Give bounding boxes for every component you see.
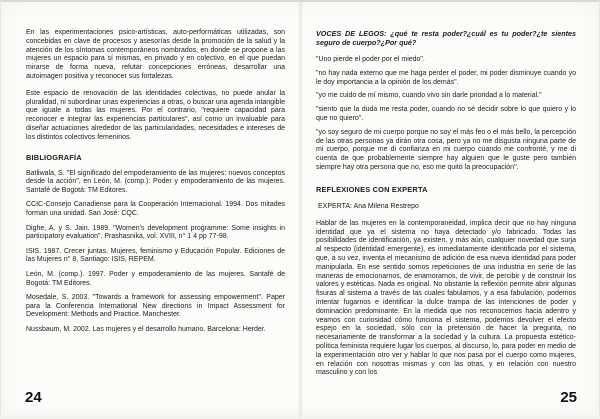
lego-quote: "no hay nada externo que me haga perder el poder, mi poder disminuye cuando yo le doy importancia a la opinión de los demás". <box>316 69 576 86</box>
page-right <box>301 2 600 419</box>
bibliography-entry: Nussbaum, M. 2002. Las mujeres y el desarrollo humano. Barcelona: Herder. <box>26 325 266 333</box>
left-paragraph-2: Este espacio de renovación de las identidades colectivas, no puede anular la pluralidad, ni subordinar unas experiencias a otras, o buscar una agenda intangible que iguale a todas las mujeres. Por el contrario, "requiere capacidad para reconocer e integrar las experiencias particulares", así como un invaluable para diseñar actuaciones alrededor de las particularidades, necesidades e intereses de los distintos colectivos femeninos. <box>26 89 285 141</box>
experta-name: EXPERTA: Ana Milena Restrepo <box>318 202 419 210</box>
bibliography-entry: ISIS. 1987. Crecer juntas. Mujeres, feminismo y Educación Popular. Ediciones de las Mujeres n° 8, Santiago: ISIS, REPEM. <box>26 247 285 264</box>
bibliography-heading: BIBLIOGRAFÍA <box>26 152 82 162</box>
lego-quote: "yo soy seguro de mi cuerpo porque no soy el más feo o el más bello, la percepción de las otras personas ya dirán otra cosa, pero ya no me disgusta ninguna parte de mi cuerpo, porque me di confianza en mi cuerpo cuando me confronté, y me di cuenta de que probablemente siempre hay alguien que le guste pero también siempre hay otra persona que no, eso me quitó la preocupación". <box>316 128 576 171</box>
reflexiones-heading: REFLEXIONES CON EXPERTA <box>316 184 428 194</box>
lego-quote: "yo me cuido de mí mismo, cuando vivo sin darle prioridad a lo material." <box>316 92 542 100</box>
bibliography-entry: Batliwala, S. "El significado del empoderamiento de las mujeres: nuevos conceptos desde la acción", en León, M. (comp.): Poder y empoderamiento de las mujeres. Santafé de Bogotá: TM Editores. <box>26 169 285 194</box>
left-paragraph-1: En las experimentaciones psico-artísticas, auto-performáticas utilizadas, son concebidas en clave de procesos y asesorías desde la promoción de la salud y la atención de los síntomas contemporáneos nombrados, en donde se propone a las mujeres un espacio para sí mismas, en privado y en colectivo, en el que puedan mirarse de forma nueva, refutar concepciones erróneas, desarrollar una autoimagen positiva y reconocer sus fortalezas. <box>26 29 285 80</box>
bibliography-entry: Mosedale, S. 2003. "Towards a framework for assessing empowerment". Paper para la Conferencia International New directions in Impact Assessment for Development: Methods and Practice. Manchester. <box>26 294 285 319</box>
lego-quote: "Uno pierde el poder por el miedo". <box>316 56 425 63</box>
page-left <box>1 2 301 419</box>
lego-quote: "siento que la duda me resta poder, cuando no sé decidir sobre lo que quiero y lo que no quiero". <box>316 106 576 122</box>
page-number-left: 24 <box>25 389 42 406</box>
experta-body-text: Hablar de las mujeres en la contemporaneidad, implica decir que no hay ninguna identidad que ya el sistema no haya detectado y/o fabricado. Todas las posibilidades de identificación, ya existen, y más aún, cualquier novedad que surja al respecto (identidad emergente), es inmediatamente identificada por el sistema, que, a su vez, inventa el mecanismo de adición de esa nueva identidad para poder manipularla. En ese sentido somos repeticiones de una industria en serie de las maneras de emocionarnos, de enamorarnos, de vivir, de percibir y de construir los valores y estéticas. Nada es original. No obstante la reflexión permite abrir algunas fisuras al sistema a través de las cuales fabulamos, y a esa fabulación, podemos intentar fugarnos e identificar la dulce trampa de las intenciones de poder y dominación predominante. En la medida que nos reconocemos hacia adentro y veamos con curiosidad cómo funciona el sistema, podemos devolver el efecto espejo en la sociedad, sólo con la pretensión de hacer la pregunta, no necesariamente de transformar a la sociedad y la cultura. La propuesta estético-política feminista requiere lugar los cuerpos, al discurso, lo, para poder en medio de la experimentación otro ver y hablar lo que nos pasa por el cuerpo como mujeres, en relación con nosotras mismas y con las otras, y en relación con nuestro masculino y con los <box>316 219 576 377</box>
bibliography-entry: León, M. (comp.). 1997. Poder y empoderamiento de las mujeres. Santafé de Bogotá: TM Editores. <box>26 270 285 287</box>
voces-de-legos-heading: VOCES DE LEGOS: ¿qué te resta poder?¿cuál es tu poder?¿te sientes seguro de cuerpo?¿Por qué? <box>316 29 576 47</box>
bibliography-entry: CCIC-Consejo Canadiense para la Cooperación Internacional. 1994. Dos mitades forman una unidad. San José: CQC. <box>26 201 285 217</box>
bibliography-entry: Dighe, A. y S. Jain. 1989. "Women's development programme: Some insights in participatory evaluation". Prashasnika, vol. XVIII, n° 1 4 pp 77-98. <box>26 224 285 241</box>
page-number-right: 25 <box>560 389 577 406</box>
